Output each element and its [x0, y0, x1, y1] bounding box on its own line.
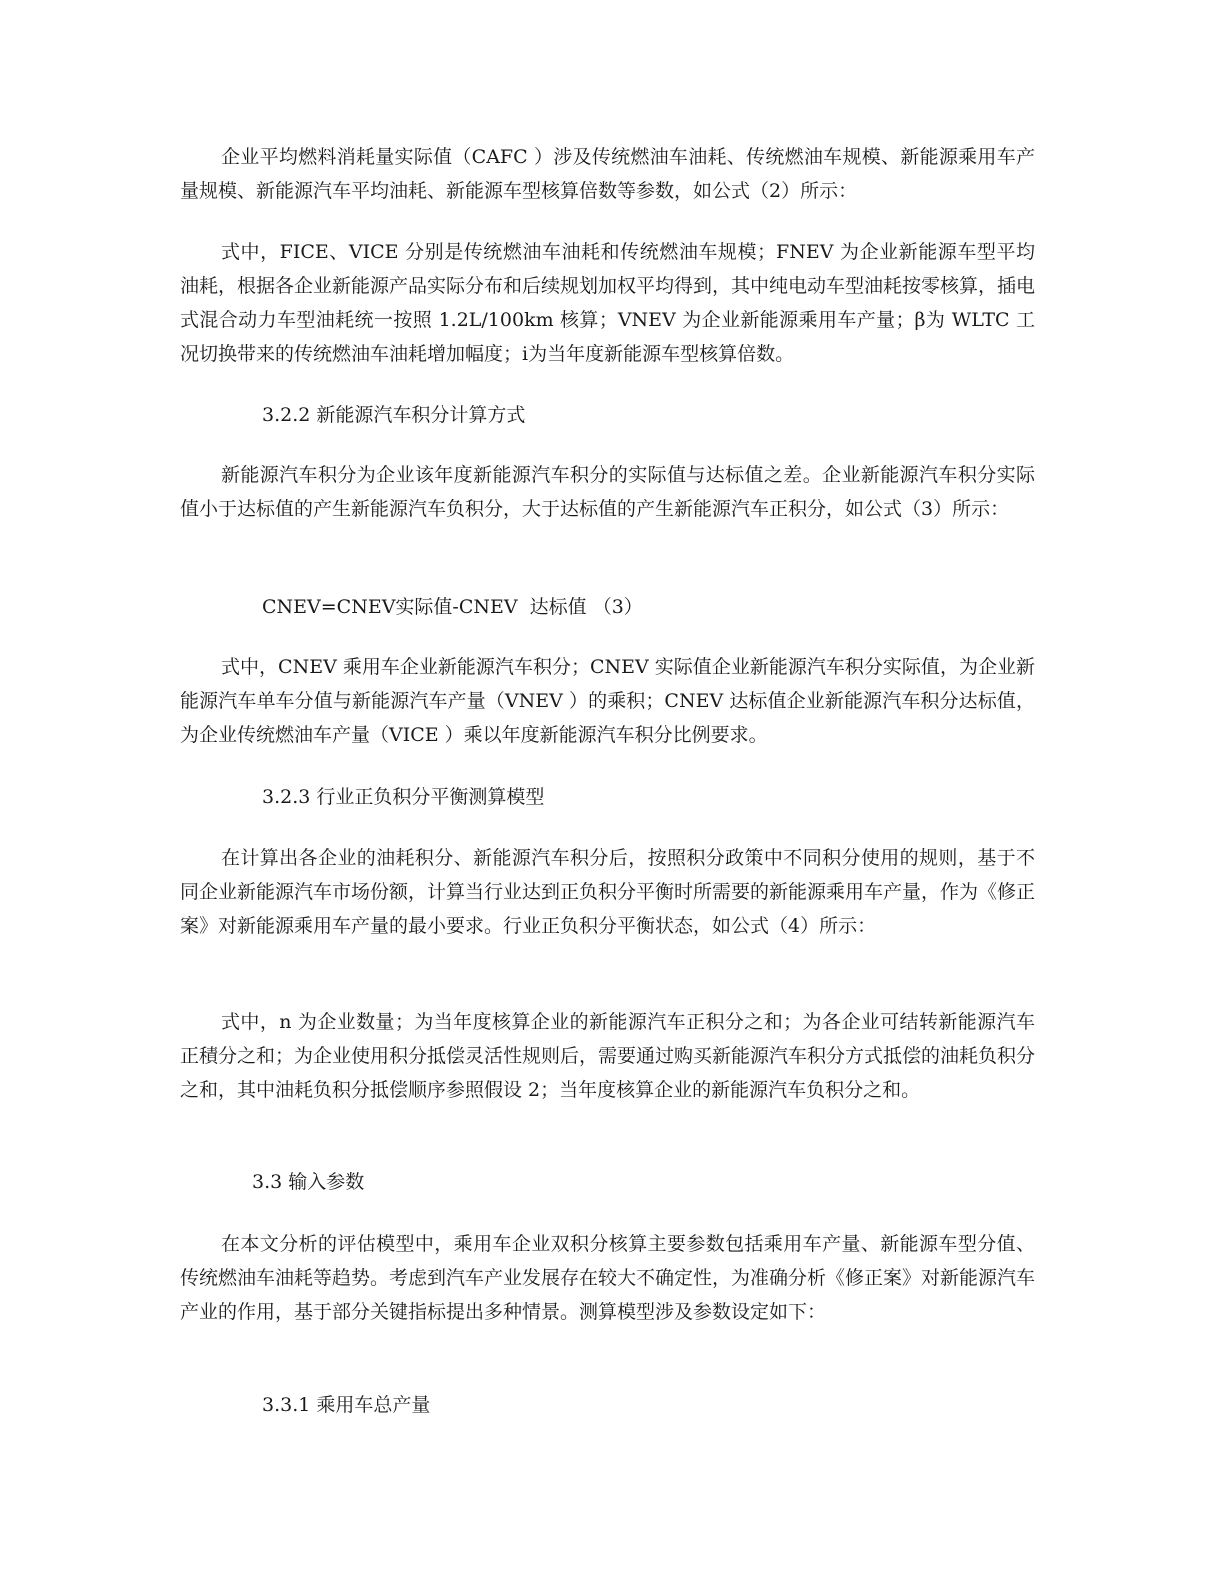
paragraph-formula4-explanation: 式中，n 为企业数量；为当年度核算企业的新能源汽车正积分之和；为各企业可结转新能源汽车正積分之和；为企业使用积分抵偿灵活性规则后，需要通过购买新能源汽车积分方式抵偿的油耗负积分之和，其中油耗负积分抵偿顺序参照假设 2；当年度核算企业的新能源汽车负积分之和。 [180, 1011, 1036, 1101]
paragraph-formula2-explanation: 式中，FICE、VICE 分别是传统燃油车油耗和传统燃油车规模；FNEV 为企业新能源车型平均油耗，根据各企业新能源产品实际分布和后续规划加权平均得到，其中纯电动车型油耗按零核算，插电式混合动力车型油耗统一按照 1.2L/100km 核算；VNEV 为企业新能源乘用车产量；β为 WLTC 工况切换带来的传统燃油车油耗增加幅度；i为当年度新能源车型核算倍数。 [180, 241, 1036, 365]
paragraph-formula3-explanation: 式中，CNEV 乘用车企业新能源汽车积分；CNEV 实际值企业新能源汽车积分实际值，为企业新能源汽车单车分值与新能源汽车产量（VNEV ）的乘积；CNEV 达标值企业新能源汽车积分达标值，为企业传统燃油车产量（VICE ）乘以年度新能源汽车积分比例要求。 [180, 656, 1035, 746]
paragraph-nev-credit-definition: 新能源汽车积分为企业该年度新能源汽车积分的实际值与达标值之差。企业新能源汽车积分实际值小于达标值的产生新能源汽车负积分，大于达标值的产生新能源汽车正积分，如公式（3）所示： [180, 464, 1035, 520]
section-heading-nev-credit-calculation: 3.2.2 新能源汽车积分计算方式 [262, 404, 526, 426]
formula-3: CNEV=CNEV实际值-CNEV 达标值 （3） [262, 596, 643, 618]
section-heading-credit-balance-model: 3.2.3 行业正负积分平衡测算模型 [262, 786, 545, 808]
paragraph-input-parameters-description: 在本文分析的评估模型中，乘用车企业双积分核算主要参数包括乘用车产量、新能源车型分值、传统燃油车油耗等趋势。考虑到汽车产业发展存在较大不确定性，为准确分析《修正案》对新能源汽车产业的作用，基于部分关键指标提出多种情景。测算模型涉及参数设定如下： [180, 1233, 1036, 1323]
section-heading-input-parameters: 3.3 输入参数 [252, 1171, 365, 1193]
paragraph-credit-balance-description: 在计算出各企业的油耗积分、新能源汽车积分后，按照积分政策中不同积分使用的规则，基于不同企业新能源汽车市场份额，计算当行业达到正负积分平衡时所需要的新能源乘用车产量，作为《修正案》对新能源乘用车产量的最小要求。行业正负积分平衡状态，如公式（4）所示： [180, 847, 1036, 937]
section-heading-passenger-car-output: 3.3.1 乘用车总产量 [262, 1394, 431, 1416]
paragraph-cafc-definition: 企业平均燃料消耗量实际值（CAFC ）涉及传统燃油车油耗、传统燃油车规模、新能源乘用车产量规模、新能源汽车平均油耗、新能源车型核算倍数等参数，如公式（2）所示： [180, 146, 1035, 202]
